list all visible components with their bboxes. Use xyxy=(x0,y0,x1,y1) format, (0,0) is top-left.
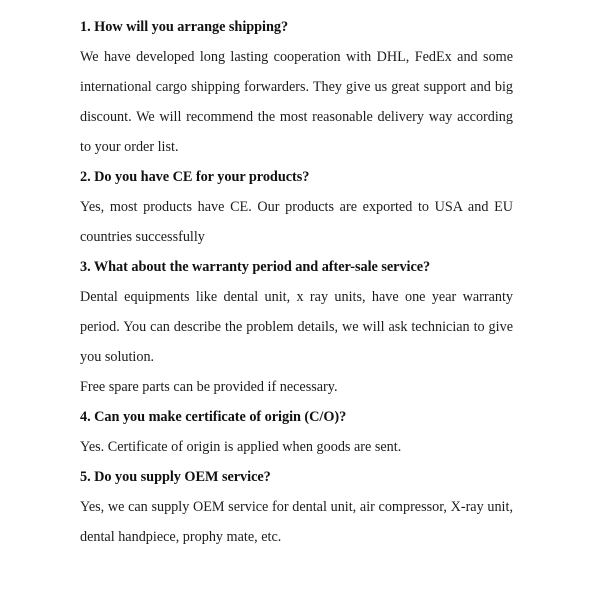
faq-question: 5. Do you supply OEM service? xyxy=(80,469,271,485)
faq-item xyxy=(80,402,513,462)
faq-answer: We have developed long lasting cooperation with DHL, FedEx and some international cargo shipping forwarders. They give us great support and big discount. We will recommend the most reasonable delivery way according to your order list. xyxy=(80,49,513,155)
faq-answer-extra: Free spare parts can be provided if necessary. xyxy=(80,379,338,395)
faq-item xyxy=(80,462,513,552)
faq-answer: Yes. Certificate of origin is applied when goods are sent. xyxy=(80,439,402,455)
faq-question: 3. What about the warranty period and after-sale service? xyxy=(80,259,431,275)
faq-answer: Yes, most products have CE. Our products are exported to USA and EU countries successfully xyxy=(80,199,513,245)
faq-answer: Dental equipments like dental unit, x ray units, have one year warranty period. You can describe the problem details, we will ask technician to give you solution. xyxy=(80,289,513,365)
faq-item xyxy=(80,12,513,162)
faq-question: 2. Do you have CE for your products? xyxy=(80,169,310,185)
faq-question: 1. How will you arrange shipping? xyxy=(80,19,289,35)
faq-item xyxy=(80,162,513,252)
faq-answer: Yes, we can supply OEM service for dental unit, air compressor, X-ray unit, dental handpiece, prophy mate, etc. xyxy=(80,499,513,545)
faq-item xyxy=(80,252,513,402)
faq-question: 4. Can you make certificate of origin (C/O)? xyxy=(80,409,347,425)
